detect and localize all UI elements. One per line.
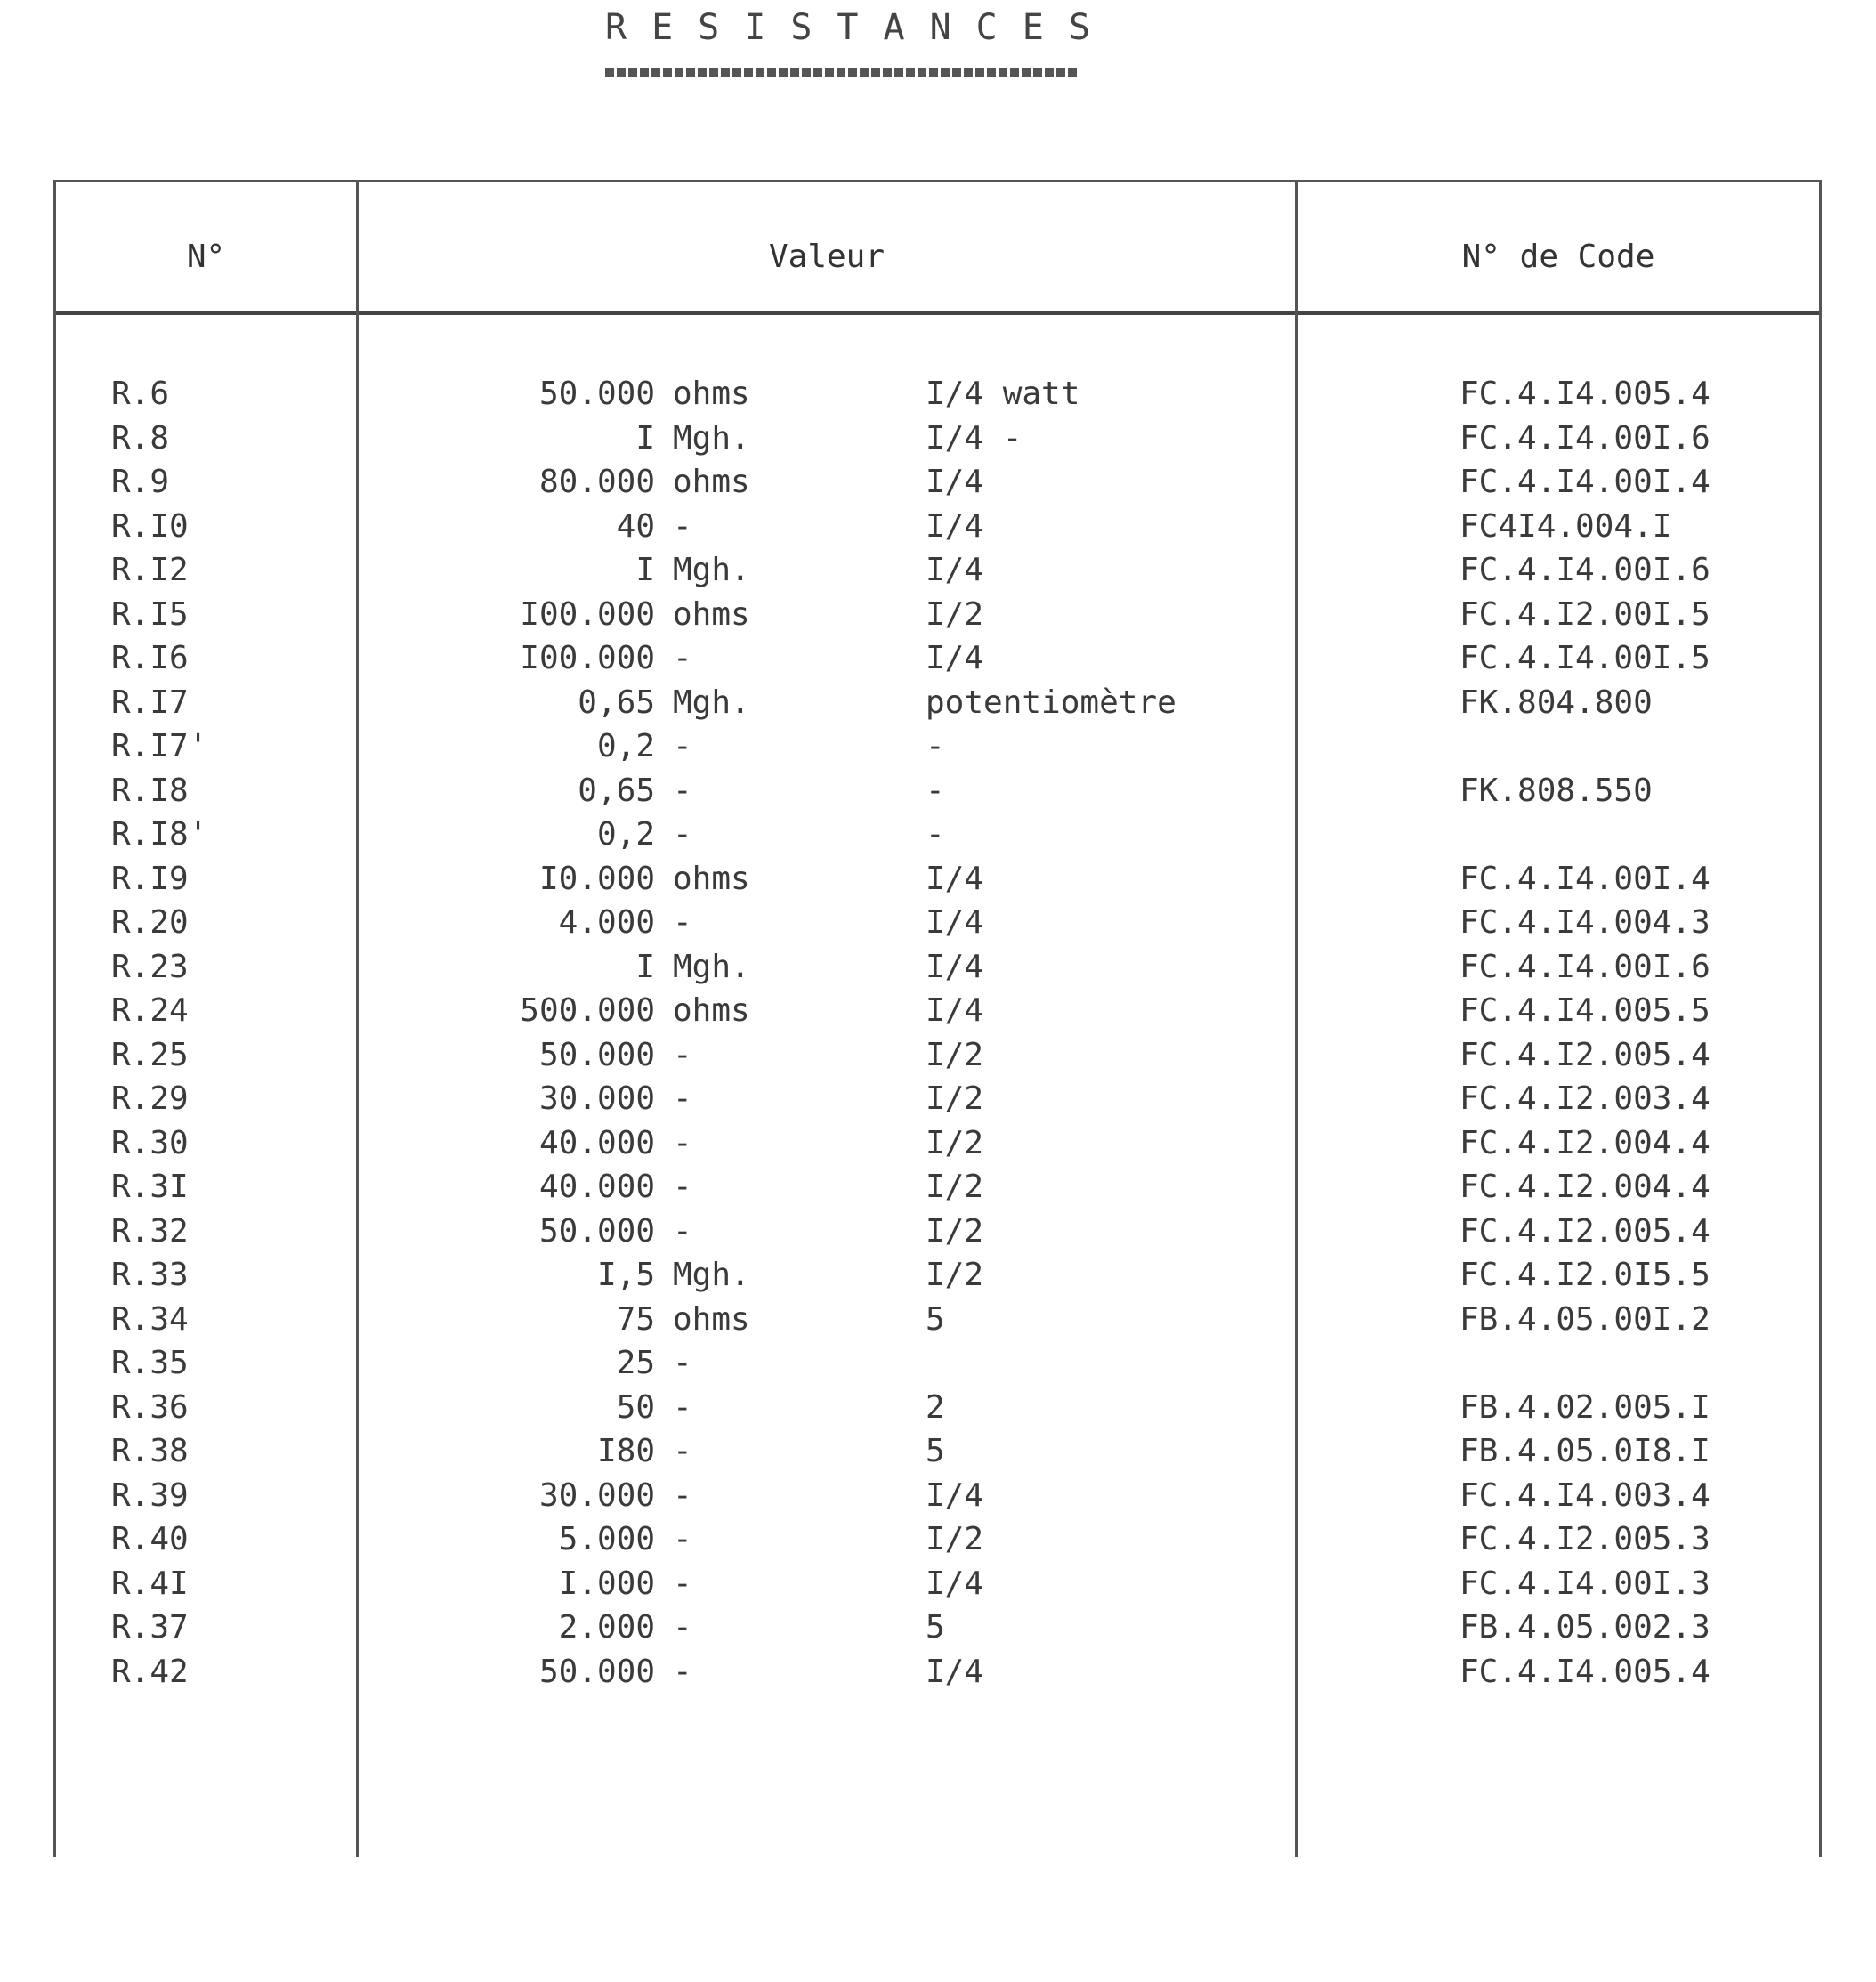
resistance-unit: - [673,816,692,853]
resistance-unit: - [673,1169,692,1205]
resistance-value: I,5 [596,1257,655,1293]
header-number: N° [186,239,226,275]
power-rating: I/2 [926,1080,984,1117]
code-number: FC.4.I2.003.4 [1460,1080,1710,1117]
resistance-value: I0.000 [538,860,655,897]
resistance-value: 50.000 [538,376,655,412]
resistance-value: I00.000 [520,595,655,633]
resistance-unit: - [673,1565,692,1602]
resistance-value: I [635,552,655,588]
resistor-number: R.36 [111,1388,189,1426]
resistance-unit: - [673,507,692,545]
table-row [0,1429,1876,1474]
table-row [0,724,1876,769]
table-row [0,1474,1876,1518]
table-row [0,1077,1876,1121]
table-row [0,681,1876,725]
resistance-unit: - [673,1080,692,1117]
resistor-number: R.8 [111,419,170,457]
power-rating: I/2 [926,1169,984,1205]
power-rating: I/2 [926,1257,984,1293]
table-row [0,945,1876,990]
code-number: FC.4.I2.0I5.5 [1460,1257,1710,1293]
code-number: FC.4.I4.00I.3 [1460,1565,1710,1602]
resistor-number: R.I6 [111,640,189,676]
resistor-number: R.33 [111,1257,189,1293]
resistance-value: 50 [616,1388,655,1426]
resistance-value: 80.000 [538,464,655,500]
table-row [0,636,1876,681]
table-row [0,548,1876,593]
power-rating: I/2 [926,1212,984,1250]
code-number: FC.4.I4.00I.5 [1460,640,1710,676]
code-number: FC.4.I4.005.4 [1460,1653,1710,1690]
resistance-unit: - [673,1476,692,1514]
table-row [0,769,1876,813]
resistor-number: R.I0 [111,507,189,545]
resistance-unit: ohms [673,992,750,1029]
power-rating: I/4 [926,552,984,588]
resistance-list [0,372,1876,1694]
table-row [0,417,1876,461]
code-number: FB.4.02.005.I [1460,1388,1710,1426]
resistor-number: R.35 [111,1345,189,1381]
resistor-number: R.6 [111,376,170,412]
code-number: FB.4.05.0I8.I [1460,1433,1710,1469]
table-row [0,1121,1876,1166]
header-code: N° de Code [1461,239,1655,275]
power-rating: I/4 [926,948,984,985]
resistance-unit: - [673,1609,692,1646]
code-number: FB.4.05.002.3 [1460,1609,1710,1646]
resistance-value: 0,65 [578,772,655,809]
resistance-unit: - [673,728,692,764]
resistance-unit: Mgh. [673,552,750,588]
resistance-value: I [635,948,655,985]
resistance-unit: Mgh. [673,948,750,985]
resistance-unit: ohms [673,595,750,633]
resistance-value: 500.000 [520,992,655,1029]
table-row [0,857,1876,902]
power-rating: I/4 [926,507,984,545]
resistance-unit: - [673,1345,692,1381]
resistor-number: R.37 [111,1609,189,1646]
resistance-value: 4.000 [558,904,655,941]
resistance-unit: Mgh. [673,1257,750,1293]
power-rating: I/4 [926,860,984,897]
table-row [0,460,1876,505]
table-row [0,1386,1876,1430]
code-number: FC.4.I4.00I.6 [1460,419,1710,457]
code-number: FC.4.I2.005.4 [1460,1036,1710,1073]
resistor-number: R.38 [111,1433,189,1469]
code-number: FC.4.I4.003.4 [1460,1476,1710,1514]
power-rating: I/4 [926,1565,984,1602]
table-row [0,1033,1876,1078]
table-row [0,1253,1876,1298]
resistor-number: R.I9 [111,860,189,897]
resistor-number: R.24 [111,992,189,1029]
resistor-number: R.42 [111,1653,189,1690]
resistor-number: R.32 [111,1212,189,1250]
code-number: FC.4.I4.00I.4 [1460,860,1710,897]
header-value: Valeur [768,239,885,275]
resistance-value: 2.000 [558,1609,655,1646]
power-rating: I/4 [926,1653,984,1690]
resistor-number: R.23 [111,948,189,985]
resistance-value: 5.000 [558,1521,655,1557]
power-rating: - [926,816,945,853]
page-title: RESISTANCES [605,7,1115,48]
code-number: FC.4.I4.005.5 [1460,992,1710,1029]
table-row [0,1298,1876,1342]
title-underline [605,68,1077,77]
resistor-number: R.I7 [111,684,189,721]
resistance-value: 30.000 [538,1080,655,1117]
resistance-unit: - [673,904,692,941]
resistor-number: R.20 [111,904,189,941]
resistance-value: I.000 [558,1565,655,1602]
table-row [0,372,1876,417]
resistor-number: R.9 [111,464,170,500]
resistance-value: 50.000 [538,1653,655,1690]
resistance-unit: - [673,1124,692,1161]
table-top-border [53,180,1819,182]
power-rating: 5 [926,1433,945,1469]
code-number: FK.808.550 [1460,772,1653,809]
resistance-value: 40.000 [538,1169,655,1205]
table-row [0,1650,1876,1695]
code-number: FB.4.05.00I.2 [1460,1300,1710,1338]
resistance-value: I80 [596,1433,655,1469]
power-rating: I/4 [926,904,984,941]
code-number: FC.4.I4.00I.6 [1460,948,1710,985]
power-rating: I/4 - [926,419,1023,457]
power-rating: - [926,728,945,764]
resistor-number: R.3I [111,1169,189,1205]
resistance-value: 0,65 [578,684,655,721]
resistance-unit: ohms [673,1300,750,1338]
resistor-number: R.I7' [111,728,208,764]
table-row [0,1562,1876,1606]
resistance-value: 0,2 [596,728,655,764]
power-rating: - [926,772,945,809]
resistor-number: R.I8' [111,816,208,853]
code-number: FC.4.I4.005.4 [1460,376,1710,412]
resistance-unit: ohms [673,860,750,897]
resistance-value: 25 [616,1345,655,1381]
resistance-unit: - [673,1212,692,1250]
resistor-number: R.29 [111,1080,189,1117]
resistance-value: 40.000 [538,1124,655,1161]
power-rating: 5 [926,1609,945,1646]
resistance-unit: - [673,1653,692,1690]
resistance-unit: Mgh. [673,684,750,721]
resistor-number: R.25 [111,1036,189,1073]
power-rating: I/4 [926,1476,984,1514]
resistance-unit: - [673,772,692,809]
resistor-number: R.I5 [111,595,189,633]
power-rating: 2 [926,1388,945,1426]
code-number: FC.4.I2.00I.5 [1460,595,1710,633]
table-row [0,1209,1876,1254]
code-number: FC.4.I2.004.4 [1460,1169,1710,1205]
code-number: FC.4.I4.00I.4 [1460,464,1710,500]
table-row [0,901,1876,945]
resistance-value: I00.000 [520,640,655,676]
table-header-divider [53,311,1819,315]
resistance-value: 30.000 [538,1476,655,1514]
resistor-number: R.30 [111,1124,189,1161]
power-rating: I/4 [926,464,984,500]
code-number: FK.804.800 [1460,684,1653,721]
resistance-unit: Mgh. [673,419,750,457]
resistance-unit: - [673,1036,692,1073]
power-rating: I/4 [926,640,984,676]
code-number: FC.4.I4.004.3 [1460,904,1710,941]
power-rating: I/2 [926,1036,984,1073]
code-number: FC.4.I2.004.4 [1460,1124,1710,1161]
resistor-number: R.I8 [111,772,189,809]
resistor-number: R.4I [111,1565,189,1602]
table-row [0,505,1876,549]
resistance-value: I [635,419,655,457]
resistor-number: R.39 [111,1476,189,1514]
table-row [0,989,1876,1033]
table-row [0,1517,1876,1562]
resistor-number: R.I2 [111,552,189,588]
resistor-number: R.40 [111,1521,189,1557]
resistance-value: 0,2 [596,816,655,853]
resistance-unit: - [673,1521,692,1557]
resistance-value: 40 [616,507,655,545]
resistance-unit: ohms [673,376,750,412]
resistance-unit: - [673,1433,692,1469]
resistance-value: 50.000 [538,1036,655,1073]
code-number: FC.4.I4.00I.6 [1460,552,1710,588]
power-rating: I/2 [926,1521,984,1557]
power-rating: I/4 [926,992,984,1029]
resistance-unit: - [673,640,692,676]
power-rating: 5 [926,1300,945,1338]
table-row [0,1165,1876,1209]
power-rating: potentiomètre [926,684,1177,721]
code-number: FC.4.I2.005.4 [1460,1212,1710,1250]
power-rating: I/2 [926,1124,984,1161]
code-number: FC.4.I2.005.3 [1460,1521,1710,1557]
code-number: FC4I4.004.I [1460,507,1672,545]
resistance-value: 75 [616,1300,655,1338]
resistance-unit: ohms [673,464,750,500]
table-row [0,1606,1876,1650]
table-row [0,593,1876,637]
resistance-unit: - [673,1388,692,1426]
power-rating: I/4 watt [926,376,1080,412]
resistance-value: 50.000 [538,1212,655,1250]
resistor-number: R.34 [111,1300,189,1338]
table-row [0,813,1876,857]
power-rating: I/2 [926,595,984,633]
table-row [0,1341,1876,1386]
